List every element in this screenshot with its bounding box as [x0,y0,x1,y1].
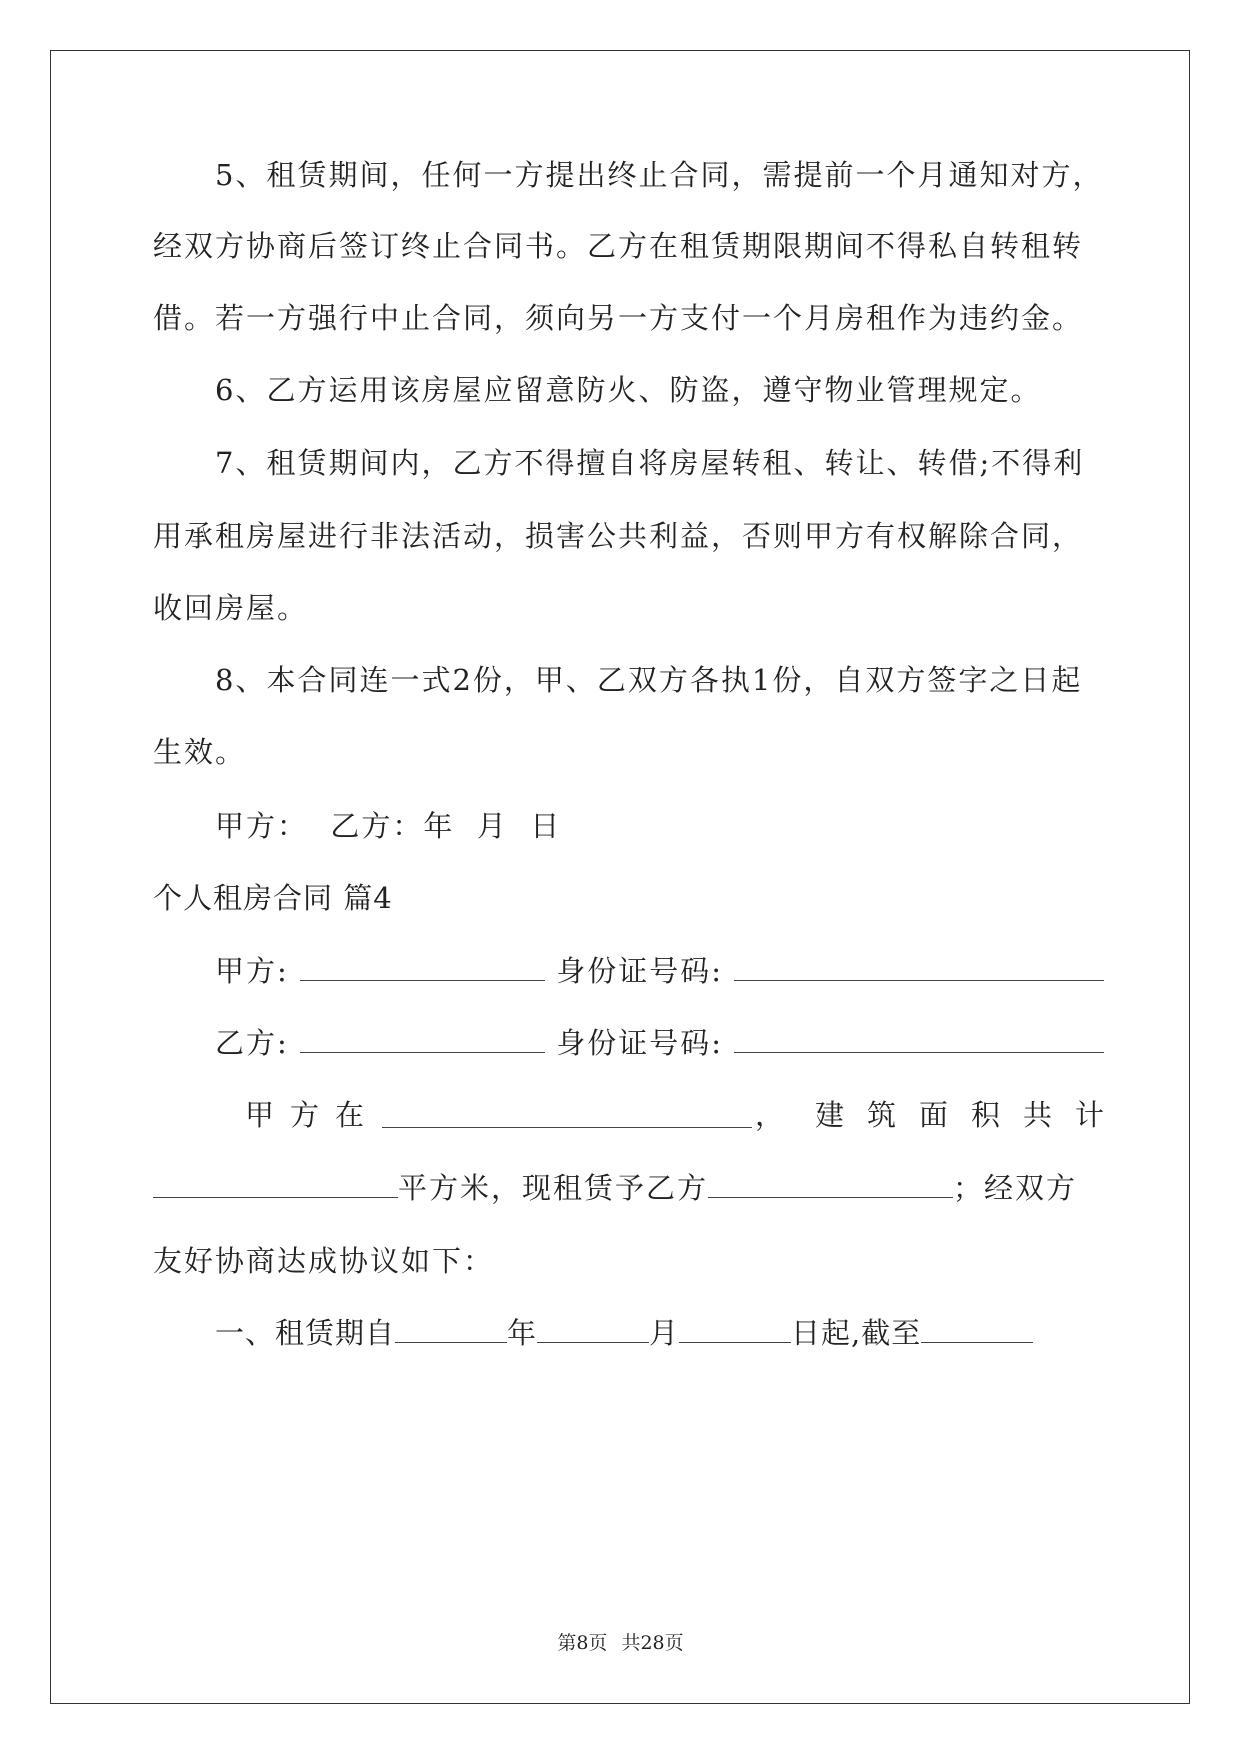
text-char: 筑 [867,1098,899,1132]
paragraph-line: 借。若一方强行中止合同，须向另一方支付一个月房租作为违约金。 [153,301,1084,335]
tenant-blank[interactable] [708,1171,953,1198]
party-a-id-blank[interactable] [734,954,1104,981]
paragraph-line: 生效。 [153,735,247,769]
page-number: 第8页 [557,1632,608,1654]
agreement-line: 友好协商达成协议如下： [153,1244,495,1278]
term-label: 一、租赁期自 [215,1316,396,1350]
term-start-day-blank[interactable] [679,1316,791,1343]
term-line [215,1315,1033,1351]
paragraph-line: 用承租房屋进行非法活动，损害公共利益，否则甲方有权解除合同， [153,519,1084,553]
area-end-text: ；经双方 [953,1171,1078,1205]
term-start-year-blank[interactable] [395,1316,507,1343]
area-blank[interactable] [153,1171,398,1198]
party-a-label: 甲方: [215,954,289,988]
area-unit-text: 平方米，现租赁予乙方 [398,1171,709,1205]
id-label: 身份证号码: [556,954,723,988]
party-a-name-blank[interactable] [300,954,545,981]
text-char: 在 [335,1098,367,1132]
paragraph-line: 5、租赁期间，任何一方提出终止合同，需提前一个月通知对方， [215,158,1104,192]
text-char: 共 [1023,1098,1055,1132]
text-char: ， [755,1098,787,1132]
paragraph-line: 8、本合同连一式2份，甲、乙双方各执1份，自双方签字之日起 [215,663,1083,697]
party-a-line [215,953,1104,989]
term-end-label: 日起,截至 [791,1316,922,1350]
text-char: 面 [919,1098,951,1132]
text-char: 方 [290,1098,322,1132]
paragraph-line: 6、乙方运用该房屋应留意防火、防盗，遵守物业管理规定。 [215,373,1042,407]
paragraph-line: 经双方协商后签订终止合同书。乙方在租赁期限期间不得私自转租转 [153,229,1084,263]
area-line [153,1170,1077,1206]
section-heading: 个人租房合同 篇4 [153,881,393,915]
text-char: 甲 [245,1098,277,1132]
house-address-blank[interactable] [382,1101,752,1128]
term-end-blank[interactable] [921,1316,1033,1343]
party-b-name-blank[interactable] [300,1026,545,1053]
party-b-label: 乙方: [215,1026,289,1060]
year-label: 年 [507,1316,538,1350]
paragraph-line: 收回房屋。 [153,591,309,625]
paragraph-line: 7、租赁期间内，乙方不得擅自将房屋转租、转让、转借;不得利 [215,446,1085,480]
month-label: 月 [649,1316,680,1350]
text-char: 积 [971,1098,1003,1132]
page-footer [0,1628,1241,1655]
party-b-line [215,1025,1104,1061]
text-char: 建 [815,1098,847,1132]
party-b-id-blank[interactable] [734,1026,1104,1053]
text-char: 计 [1075,1098,1107,1132]
signature-line: 甲方： 乙方：年 月 日 [215,809,562,843]
page-border [50,50,1190,1704]
id-label: 身份证号码: [556,1026,723,1060]
term-start-month-blank[interactable] [537,1316,649,1343]
page-total: 共28页 [621,1632,684,1654]
